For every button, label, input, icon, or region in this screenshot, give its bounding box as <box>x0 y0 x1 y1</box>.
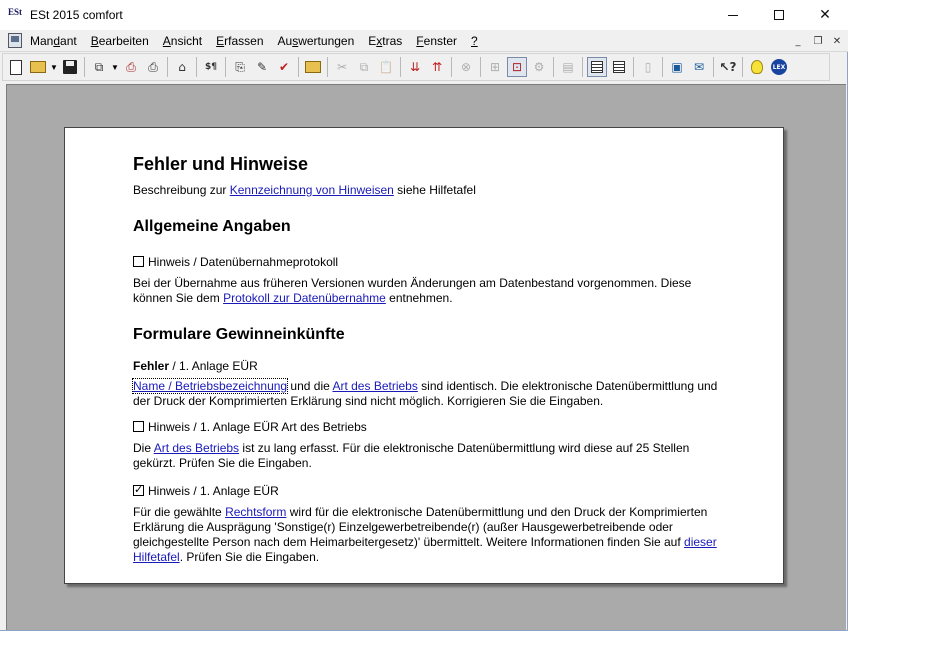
toolbar-separator <box>196 57 197 77</box>
calculator-icon: ⊡ <box>511 60 523 74</box>
error-label-bold: Fehler <box>133 359 170 373</box>
toolbar-separator <box>742 57 743 77</box>
menu-mandant[interactable]: Mandant <box>30 34 77 48</box>
restore-icon: ❐ <box>813 35 823 47</box>
window-title: ESt 2015 comfort <box>30 8 123 22</box>
hint1-text-after: entnehmen. <box>385 291 453 305</box>
app-icon-text: ESt <box>8 7 23 17</box>
page-button[interactable] <box>638 57 658 77</box>
error-report-page <box>64 127 784 584</box>
hint3-text <box>133 505 733 565</box>
title-bar <box>0 0 848 30</box>
copy-dropdown[interactable]: ▼ <box>111 62 119 72</box>
circle-icon: ⊗ <box>460 60 472 74</box>
hint3-text-after: . Prüfen Sie die Eingaben. <box>179 550 320 564</box>
intro-text <box>133 183 733 198</box>
maximize-icon <box>774 10 784 20</box>
minimize-button[interactable] <box>710 0 756 30</box>
page-icon: ▯ <box>644 60 652 74</box>
hint2-header <box>133 420 733 435</box>
check-button[interactable] <box>274 57 294 77</box>
hilfetafel-link[interactable]: dieser Hilfetafel <box>133 535 717 564</box>
minimize-icon: _ <box>795 35 801 47</box>
error-mid: und die <box>287 379 333 393</box>
tip-button[interactable] <box>747 57 767 77</box>
print-icon: ⎙ <box>126 59 136 74</box>
new-document-button[interactable] <box>6 57 26 77</box>
lex-icon: LEX <box>771 59 787 75</box>
menu-extras[interactable]: Extras <box>368 34 403 48</box>
workspace <box>6 84 846 630</box>
hint2-text <box>133 441 733 471</box>
paste-icon: 📋 <box>378 60 394 74</box>
toolbar-separator <box>84 57 85 77</box>
toolbar-separator <box>451 57 452 77</box>
tools-button[interactable] <box>529 57 549 77</box>
view-list-icon <box>591 61 603 73</box>
lightbulb-icon <box>751 60 763 74</box>
close-icon: ✕ <box>819 7 831 23</box>
toolbar-separator <box>298 57 299 77</box>
hint2-checkbox[interactable] <box>133 421 144 432</box>
toolbar-separator <box>633 57 634 77</box>
document-system-menu-icon[interactable] <box>8 33 22 48</box>
menu-help[interactable]: ? <box>471 34 478 48</box>
cut-icon: ✂ <box>336 60 348 74</box>
protokoll-link[interactable]: Protokoll zur Datenübernahme <box>223 291 386 305</box>
view-detail-icon <box>613 61 625 73</box>
view-detail-button[interactable] <box>609 57 629 77</box>
toolbar-separator <box>167 57 168 77</box>
menu-fenster[interactable]: Fenster <box>416 34 457 48</box>
insert-row-button[interactable] <box>405 57 425 77</box>
error-label-rest: / 1. Anlage EÜR <box>169 359 258 373</box>
home-icon: ⌂ <box>178 60 186 74</box>
menu-items <box>30 34 492 48</box>
open-folder-icon <box>30 61 46 73</box>
hint2-text-after: ist zu lang erfasst. Für die elektronische Datenübermittlung wird diese auf 25 Stellen gekürzt. Prüfen Sie die Eingaben. <box>133 441 690 470</box>
import-button[interactable] <box>303 57 323 77</box>
intro-after: siehe Hilfetafel <box>393 183 476 197</box>
toolbar-separator <box>713 57 714 77</box>
save-button[interactable] <box>60 57 80 77</box>
hint3-label: Hinweis / 1. Anlage EÜR <box>148 484 279 498</box>
hint3-text-before: Für die gewählte <box>133 505 226 519</box>
print-preview-button[interactable] <box>143 57 163 77</box>
menu-auswertungen[interactable]: Auswertungen <box>277 34 355 48</box>
hint3-checkbox[interactable] <box>133 485 144 496</box>
maximize-button[interactable] <box>756 0 802 30</box>
error-report-content <box>133 153 733 565</box>
open-button[interactable] <box>28 57 48 77</box>
copy-document-icon: ⧉ <box>94 59 104 74</box>
hint2-label: Hinweis / 1. Anlage EÜR Art des Betriebs <box>148 420 367 434</box>
form-button[interactable] <box>230 57 250 77</box>
send-icon: ✉ <box>693 60 705 74</box>
name-betriebsbezeichnung-link[interactable]: Name / Betriebsbezeichnung <box>133 379 288 393</box>
art-des-betriebs-link-2[interactable]: Art des Betriebs <box>153 441 240 455</box>
delete-row-button[interactable] <box>427 57 447 77</box>
hint2-text-before: Die <box>133 441 154 455</box>
circle-button[interactable] <box>456 57 476 77</box>
copy-document-button[interactable] <box>89 57 109 77</box>
hint3-text-mid: wird für die elektronische Datenübermittlung und den Druck der Komprimierten Erklärung die Ausprägung 'Sonstige(r) Einzelgewerbetreibende(r) (außer Hausgewerbetreibende oder gleichgestellte Person nach dem Heimarbeitergesetz)' übermittelt. Weitere Informationen finden Sie auf <box>133 505 708 549</box>
toolbar-separator <box>400 57 401 77</box>
print-preview-icon: ⎙ <box>148 59 158 74</box>
error-text <box>133 379 733 409</box>
cut-button[interactable] <box>332 57 352 77</box>
import-folder-icon <box>305 61 321 73</box>
print-button[interactable] <box>121 57 141 77</box>
toolbar-separator <box>327 57 328 77</box>
new-document-icon <box>10 60 22 75</box>
error-text-after: sind identisch. Die elektronische Datenübermittlung und der Druck der Komprimierten Erklärung sind nicht möglich. Korrigieren Sie die Eingaben. <box>133 379 718 408</box>
kennzeichnung-link[interactable]: Kennzeichnung von Hinweisen <box>229 183 394 197</box>
hint3-header <box>133 484 733 499</box>
page-title: Fehler und Hinweise <box>133 154 309 174</box>
check-icon: ✔ <box>278 60 290 74</box>
document-restore-button[interactable] <box>810 33 826 49</box>
copy-icon: ⧉ <box>359 59 369 74</box>
hint1-checkbox[interactable] <box>133 256 144 267</box>
tools-icon: ⚙ <box>533 60 545 74</box>
menu-bearbeiten[interactable]: Bearbeiten <box>90 34 149 48</box>
copy-button[interactable] <box>354 57 374 77</box>
home-button[interactable] <box>172 57 192 77</box>
lexikon-button[interactable] <box>769 57 789 77</box>
toolbar-separator <box>662 57 663 77</box>
toolbar-separator <box>553 57 554 77</box>
menu-ansicht[interactable]: Ansicht <box>162 34 203 48</box>
calculation-icon: $¶ <box>205 62 217 72</box>
save-icon <box>63 60 77 74</box>
hint1-text <box>133 276 733 306</box>
window-icon: ▣ <box>671 60 683 74</box>
form-icon: ⎘ <box>235 59 245 74</box>
app-icon <box>8 8 24 24</box>
art-des-betriebs-link[interactable]: Art des Betriebs <box>332 379 418 393</box>
section-heading-allgemeine: Allgemeine Angaben <box>133 218 291 235</box>
close-button[interactable] <box>802 0 848 30</box>
archive-button[interactable] <box>558 57 578 77</box>
context-help-icon: ↖? <box>719 60 737 74</box>
hint1-label: Hinweis / Datenübernahmeprotokoll <box>148 255 339 269</box>
toolbar-separator <box>480 57 481 77</box>
toolbar-separator <box>225 57 226 77</box>
toolbar-separator <box>582 57 583 77</box>
form-edit-button[interactable] <box>252 57 272 77</box>
minimize-icon <box>728 15 738 16</box>
context-help-button[interactable] <box>718 57 738 77</box>
table-button[interactable] <box>485 57 505 77</box>
menu-bar <box>0 30 848 52</box>
document-close-button[interactable] <box>829 33 845 49</box>
insert-row-icon: ⇊ <box>409 60 421 74</box>
form-edit-icon: ✎ <box>256 60 268 74</box>
paste-button[interactable] <box>376 57 396 77</box>
hint1-text-before: Bei der Übernahme aus früheren Versionen wurden Änderungen am Datenbestand vorgenommen. Diese können Sie dem <box>133 276 692 305</box>
hint1-header <box>133 255 733 270</box>
view-list-button[interactable] <box>587 57 607 77</box>
open-dropdown[interactable]: ▼ <box>50 62 58 72</box>
rechtsform-link[interactable]: Rechtsform <box>225 505 287 519</box>
delete-row-icon: ⇈ <box>431 60 443 74</box>
send-button[interactable] <box>689 57 709 77</box>
table-icon: ⊞ <box>489 60 501 74</box>
section-heading-gewinneinkuenfte: Formulare Gewinneinkünfte <box>133 326 345 343</box>
toolbar <box>2 53 830 81</box>
calculation-button[interactable] <box>201 57 221 77</box>
error-header <box>133 359 733 374</box>
intro-before: Beschreibung zur <box>133 183 230 197</box>
window-button[interactable] <box>667 57 687 77</box>
document-minimize-button[interactable] <box>790 33 806 49</box>
calculator-button[interactable] <box>507 57 527 77</box>
archive-icon: ▤ <box>562 60 574 74</box>
menu-erfassen[interactable]: Erfassen <box>216 34 264 48</box>
close-icon: ✕ <box>832 35 842 47</box>
